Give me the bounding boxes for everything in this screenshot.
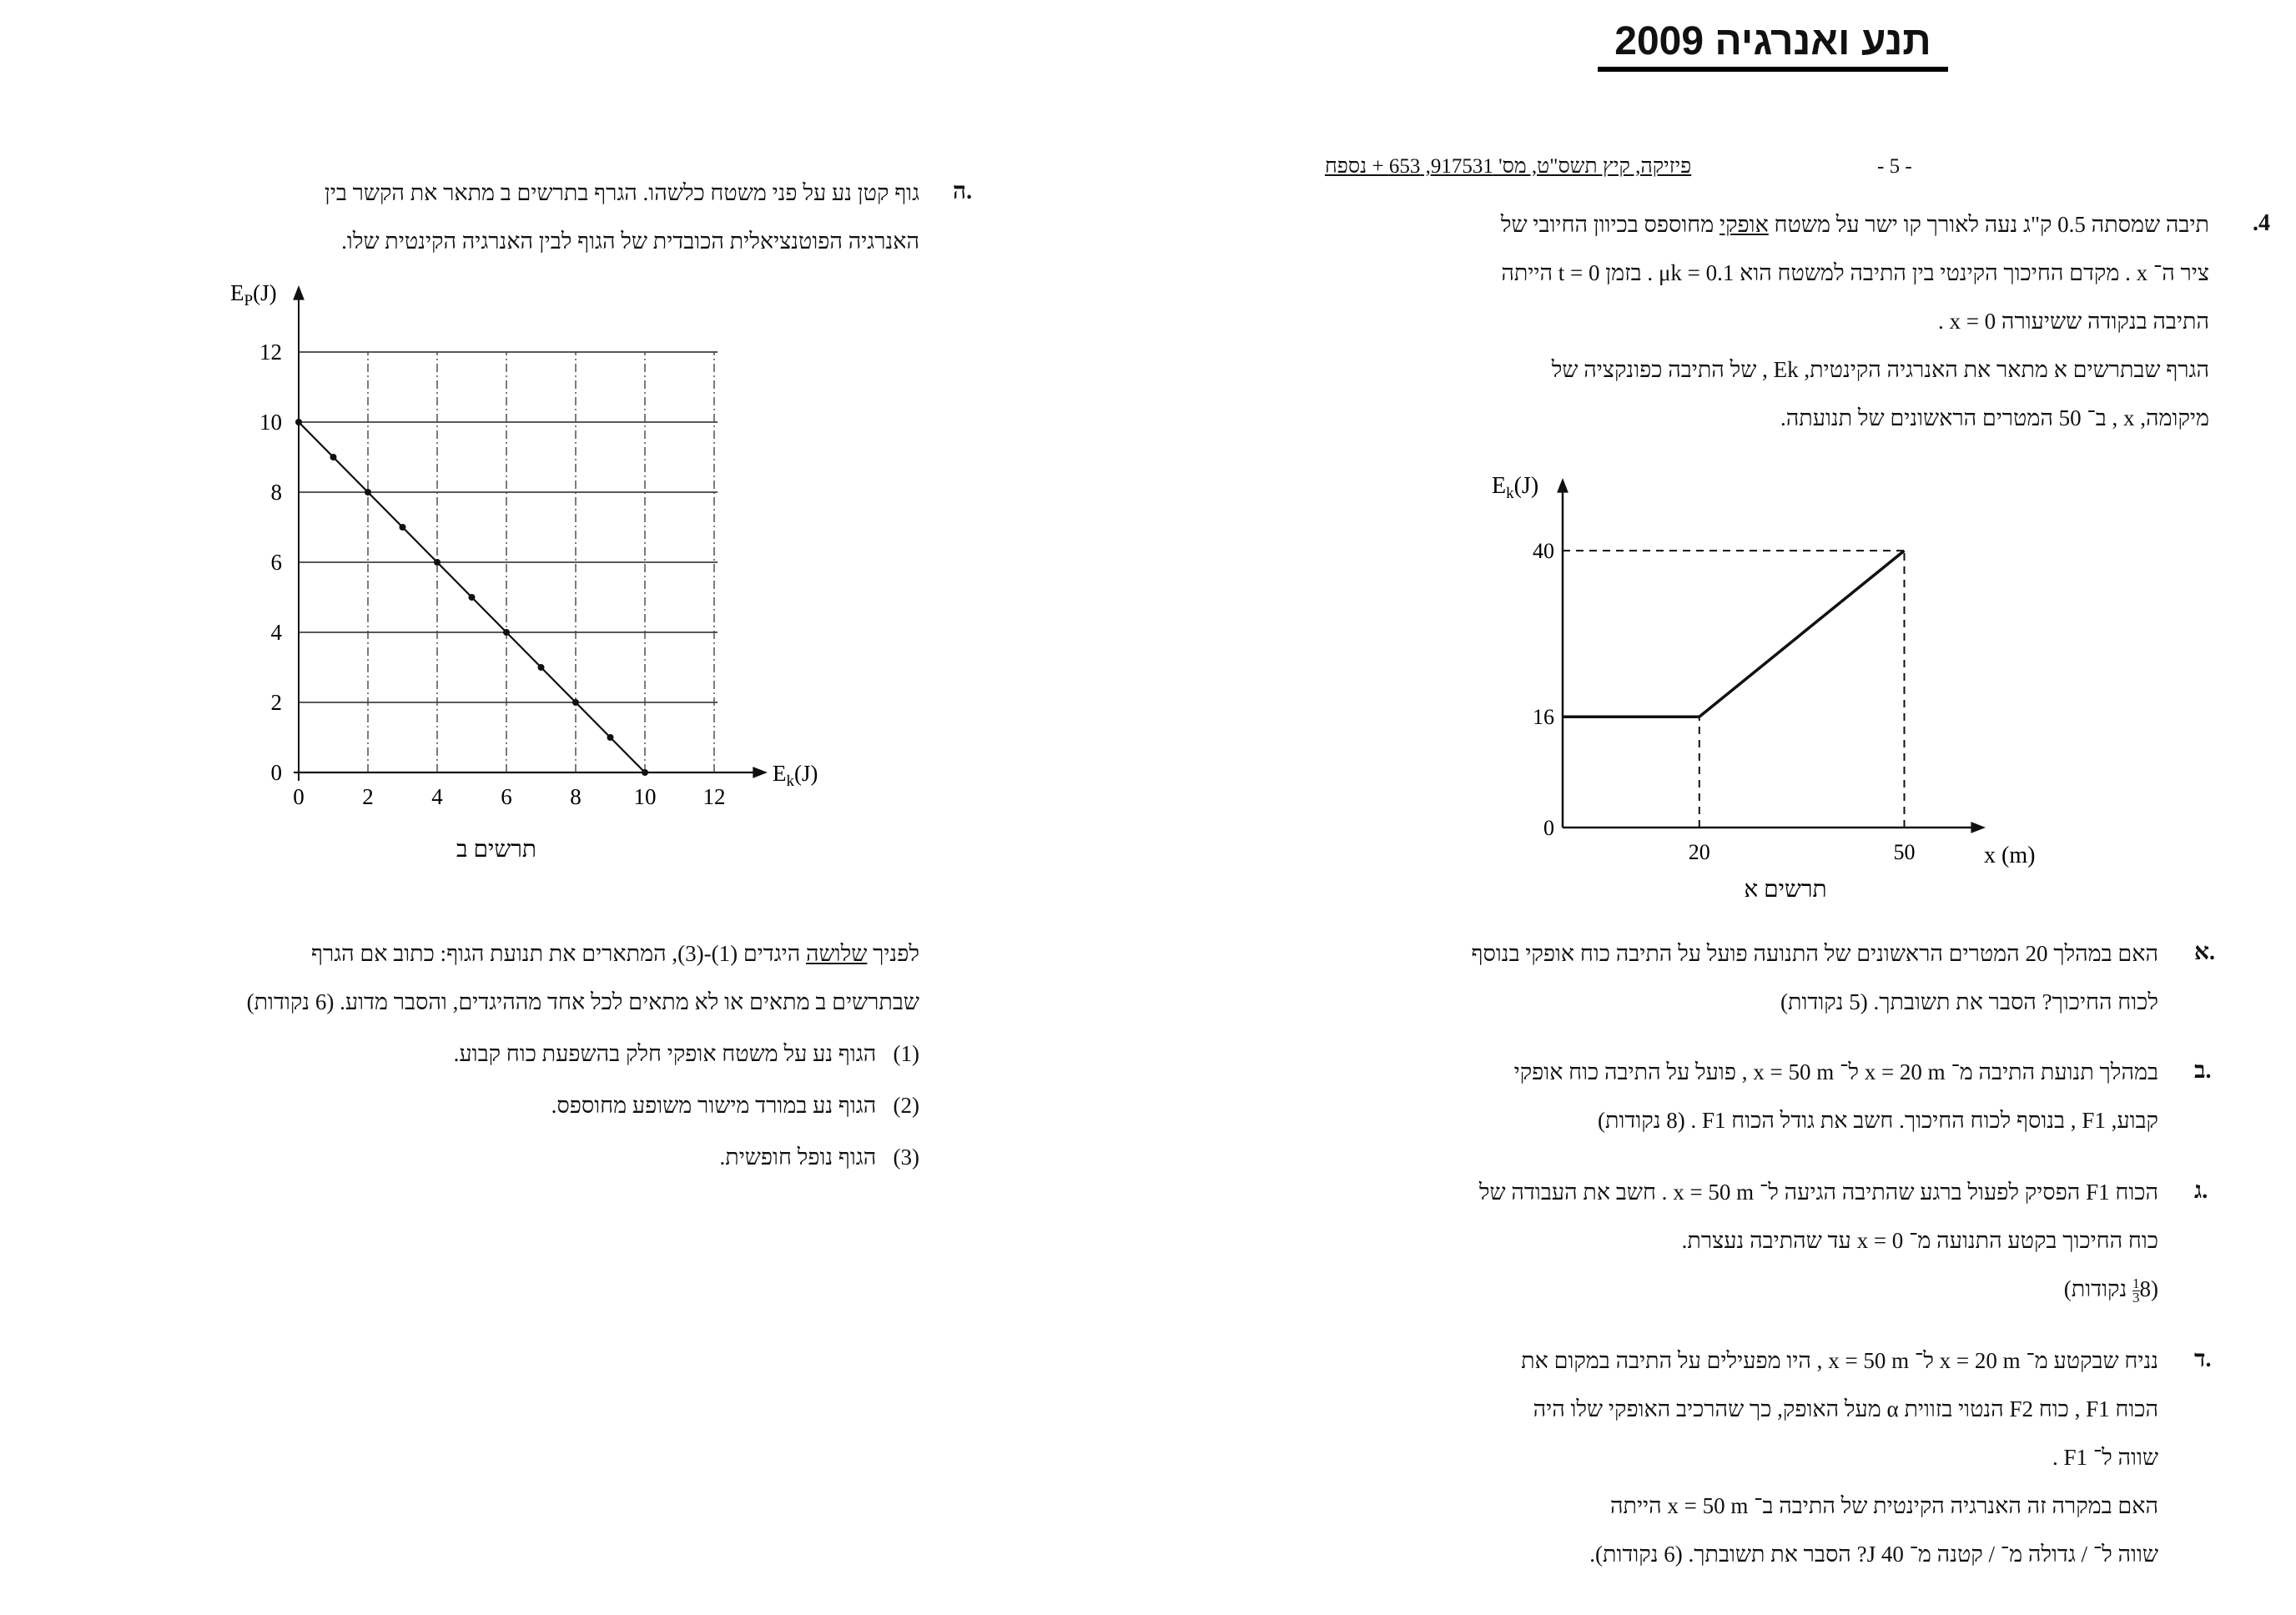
- q4-intro-line-2: ציר ה־ x . מקדם החיכוך הקינטי בין התיבה למשטח הוא μk = 0.1 . בזמן t = 0 הייתה: [1501, 260, 2209, 285]
- data-point: [330, 454, 337, 460]
- section-d-line-2: הכוח F1 , כוח F2 הנטוי בזווית α מעל האופק, כך שהרכיב האופקי שלו היה: [1533, 1396, 2158, 1421]
- y-axis-arrow-icon: [1557, 478, 1568, 493]
- chart-caption: תרשים א: [1744, 877, 1827, 903]
- x-axis-arrow-icon: [1971, 822, 1986, 833]
- question-number: .4: [2253, 210, 2270, 236]
- section-d-letter: ד.: [2194, 1346, 2212, 1372]
- data-point: [572, 699, 579, 706]
- section-b-line-1: במהלך תנועת התיבה מ־ x = 20 m ל־ x = 50 m , פועל על התיבה כוח אופקי: [1513, 1059, 2158, 1084]
- statement-2: (2) הגוף נע במורד מישור משופע מחוספס.: [551, 1093, 919, 1118]
- y-tick-label: 2: [270, 690, 282, 715]
- page-title: תנע ואנרגיה 2009: [1598, 18, 1948, 72]
- y-tick-label: 0: [1543, 816, 1554, 840]
- q4-intro-line-4: הגרף שבתרשים א מתאר את האנרגיה הקינטית, Ek , של התיבה כפונקציה של: [1551, 357, 2209, 382]
- y-tick-label: 8: [270, 480, 282, 505]
- x-axis-label: x (m): [1984, 843, 2036, 868]
- data-point: [365, 489, 371, 496]
- section-h-intro-2: האנרגיה הפוטנציאלית הכובדית של הגוף לבין האנרגיה הקינטית שלו.: [341, 229, 919, 254]
- statement-3: (3) הגוף נופל חופשית.: [719, 1145, 919, 1170]
- section-h-instruction-1: לפניך שלושה היגדים (1)-(3), המתארים את תנועת הגוף: כתוב אם הגרף: [310, 941, 919, 966]
- section-d-line-3: שווה ל־ F1 .: [2052, 1445, 2158, 1470]
- chart-caption: תרשים ב: [456, 837, 536, 863]
- q4-intro-line-1: תיבה שמסתה 0.5 ק"ג נעה לאורך קו ישר על משטח אופקי מחוספס בכיוון החיובי של: [1500, 212, 2209, 237]
- y-tick-label: 12: [259, 340, 282, 365]
- x-axis-label: $E_k(J)$: [772, 761, 818, 790]
- section-d-line-4: האם במקרה זה האנרגיה הקינטית של התיבה ב־ x = 50 m הייתה: [1609, 1493, 2158, 1518]
- exam-info-header: פיזיקה, קיץ תשס"ט, מס' 917531, 653 + נספח: [1325, 155, 1692, 178]
- q4-intro-line-5: מיקומה, x , ב־ 50 המטרים הראשונים של תנועתה.: [1780, 405, 2209, 430]
- section-c-line-1: הכוח F1 הפסיק לפעול ברגע שהתיבה הגיעה ל־ x = 50 m . חשב את העבודה של: [1478, 1180, 2158, 1205]
- underlined-word: שלושה: [806, 941, 868, 966]
- x-tick-label: 20: [1688, 840, 1710, 864]
- data-point: [503, 629, 510, 636]
- data-point: [538, 664, 545, 671]
- data-point: [400, 524, 406, 531]
- data-point: [295, 419, 302, 425]
- section-a-line-2: לכוח החיכוך? הסבר את תשובתך. (5 נקודות): [1780, 989, 2158, 1014]
- section-b-line-2: קבוע, F1 , בנוסף לכוח החיכוך. חשב את גודל הכוח F1 . (8 נקודות): [1597, 1108, 2158, 1133]
- x-tick-label: 4: [431, 784, 443, 809]
- series-line: [1563, 551, 1904, 717]
- section-h-intro-1: גוף קטן נע על פני משטח כלשהו. הגרף בתרשים ב מתאר את הקשר בין: [324, 180, 919, 205]
- x-axis-arrow-icon: [753, 767, 768, 778]
- x-tick-label: 6: [501, 784, 512, 809]
- x-tick-label: 2: [362, 784, 374, 809]
- y-tick-label: 0: [270, 760, 282, 785]
- y-axis-label: $E_P(J)$: [230, 280, 277, 309]
- section-c-points: (8 $\frac{1}{3}$ נקודות): [2063, 1275, 2158, 1306]
- data-point: [434, 559, 441, 566]
- y-axis-label: $E_k(J)$: [1492, 473, 1539, 502]
- section-d-line-1: נניח שבקטע מ־ x = 20 m ל־ x = 50 m , היו מפעילים על התיבה במקום את: [1521, 1348, 2158, 1373]
- data-point: [469, 594, 476, 601]
- underlined-word: אופקי: [1719, 212, 1769, 237]
- data-point: [642, 769, 648, 776]
- section-b-letter: ב.: [2194, 1058, 2212, 1084]
- y-tick-label: 10: [259, 410, 282, 435]
- section-a-letter: א.: [2194, 939, 2215, 965]
- q4-intro-line-3: התיבה בנקודה ששיעורה x = 0 .: [1937, 309, 2209, 334]
- x-tick-label: 0: [293, 784, 305, 809]
- y-tick-label: 6: [270, 550, 282, 575]
- chart-b: [209, 275, 859, 876]
- data-point: [607, 734, 614, 741]
- x-tick-label: 50: [1893, 840, 1916, 864]
- x-tick-label: 8: [570, 784, 582, 809]
- section-h-letter: ה.: [953, 179, 973, 204]
- page-number: - 5 -: [1877, 155, 1912, 178]
- section-c-line-2: כוח החיכוך בקטע התנועה מ־ x = 0 עד שהתיבה נעצרת.: [1681, 1228, 2158, 1253]
- y-axis-arrow-icon: [293, 285, 305, 300]
- y-tick-label: 16: [1533, 705, 1554, 730]
- chart-a: [1468, 463, 2086, 913]
- x-tick-label: 10: [633, 784, 657, 809]
- x-tick-label: 12: [702, 784, 726, 809]
- section-c-letter: ג.: [2194, 1178, 2208, 1204]
- section-a-line-1: האם במהלך 20 המטרים הראשונים של התנועה פועל על התיבה כוח אופקי בנוסף: [1471, 941, 2158, 966]
- fraction: $\frac{1}{3}$: [2132, 1275, 2140, 1306]
- section-h-instruction-2: שבתרשים ב מתאים או לא מתאים לכל אחד מההיגדים, והסבר מדוע. (6 נקודות): [246, 989, 919, 1014]
- y-tick-label: 4: [270, 620, 282, 645]
- statement-1: (1) הגוף נע על משטח אופקי חלק בהשפעת כוח קבוע.: [453, 1041, 919, 1066]
- y-tick-label: 40: [1533, 539, 1554, 564]
- section-d-line-5: שווה ל־ / גדולה מ־ / קטנה מ־ 40 J? הסבר את תשובתך. (6 נקודות).: [1589, 1542, 2158, 1567]
